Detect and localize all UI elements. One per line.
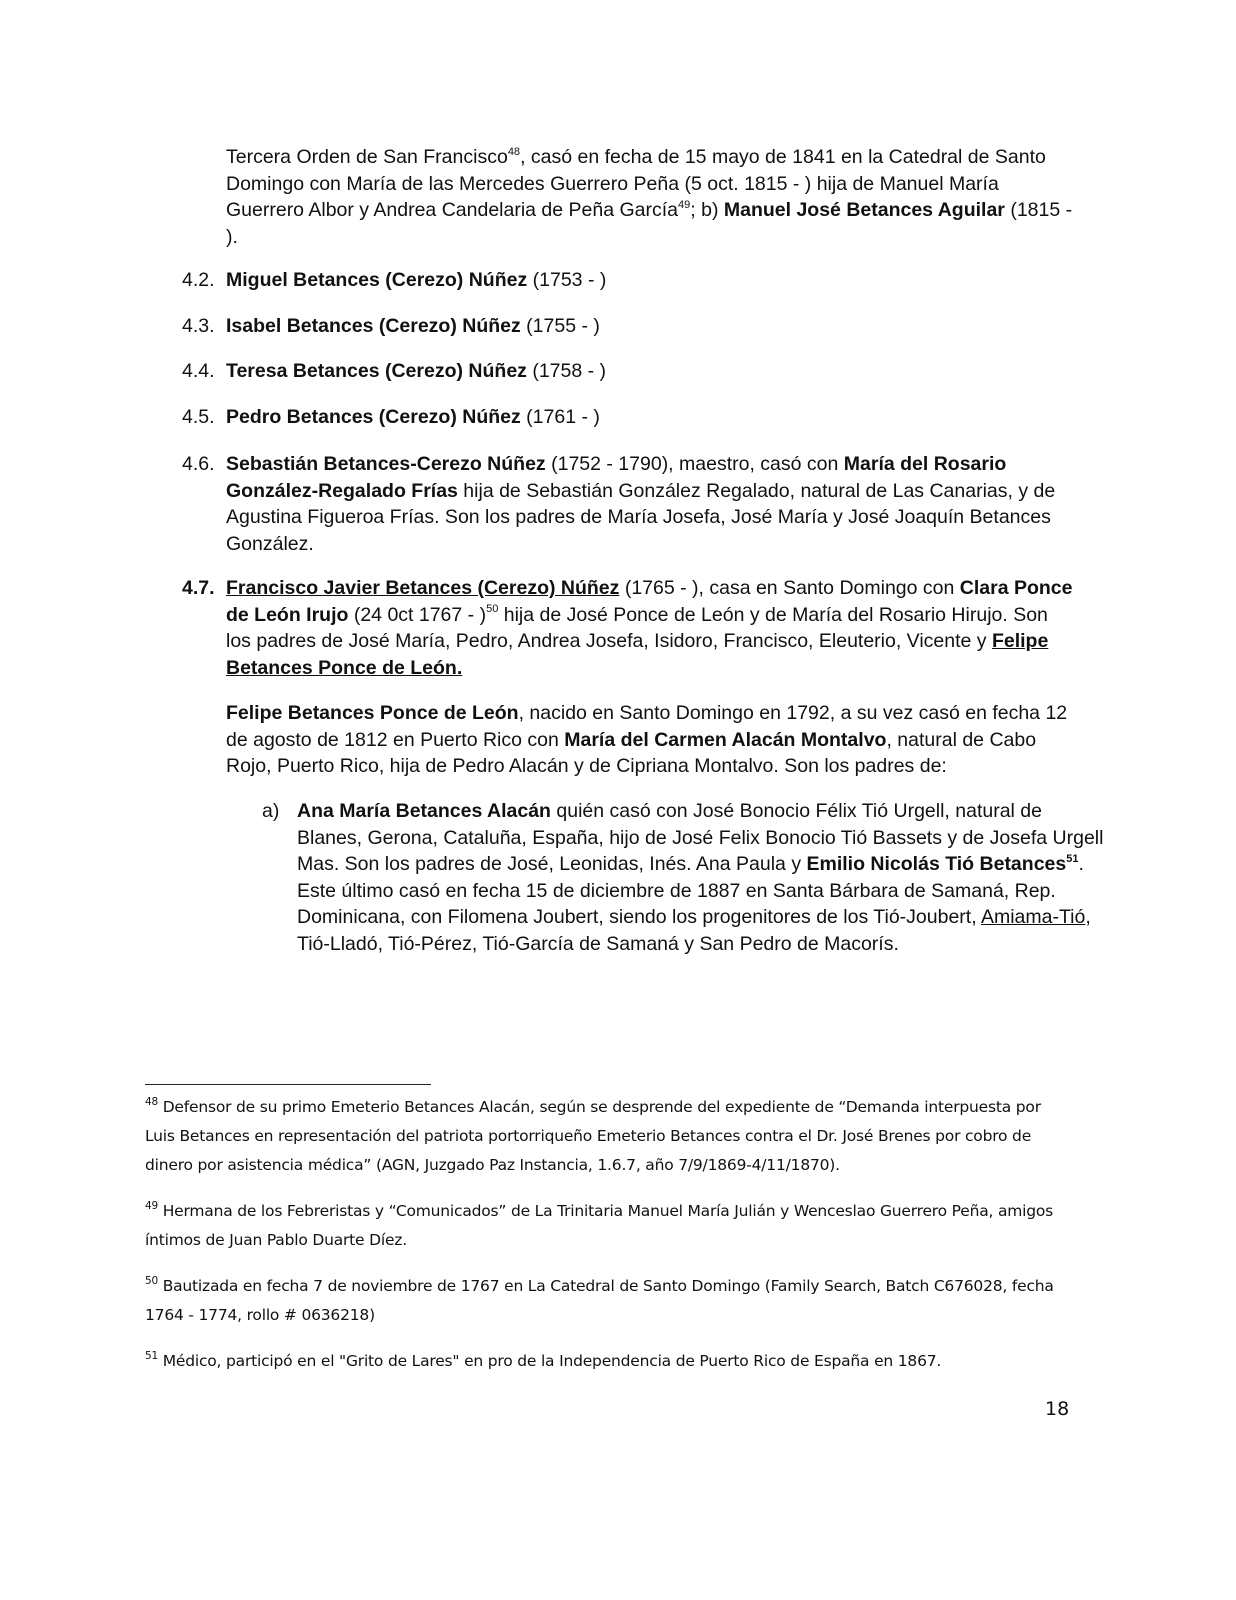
person-name: Emilio Nicolás Tió Betances xyxy=(806,853,1067,875)
item-number: 4.2. xyxy=(182,269,215,291)
page-number: 18 xyxy=(1045,1398,1070,1420)
text-span: (24 0ct 1767 - ) xyxy=(348,603,487,626)
text-span: (1765 - ), casa en Santo Domingo con xyxy=(619,577,960,599)
person-name: Isabel Betances (Cerezo) Núñez xyxy=(226,315,521,337)
footnote-ref[interactable]: 51 xyxy=(1066,852,1079,865)
list-item xyxy=(182,267,1126,294)
footnote-ref[interactable]: 49 xyxy=(678,198,691,211)
family-link[interactable]: Amiama-Tió xyxy=(980,906,1086,928)
person-name: Sebastián Betances-Cerezo Núñez xyxy=(226,453,546,475)
text-span: Tercera Orden de San Francisco xyxy=(226,146,508,168)
footnote xyxy=(145,1197,1075,1255)
footnote-number: 48 xyxy=(145,1095,158,1108)
text-span: (1752 - 1790), maestro, casó con xyxy=(545,453,844,475)
item-number: 4.5. xyxy=(182,406,215,428)
continuation-paragraph xyxy=(226,144,1076,250)
footnote xyxy=(145,1272,1075,1330)
item-number: 4.3. xyxy=(182,315,215,337)
item-letter: a) xyxy=(262,800,280,822)
list-item xyxy=(182,358,1126,385)
person-name: Felipe Betances Ponce de León xyxy=(226,702,519,724)
list-item-4-6 xyxy=(182,451,1076,557)
person-name: María del Rosario González-Regalado Frías xyxy=(226,453,1007,502)
person-name: Ana María Betances Alacán xyxy=(297,800,551,822)
item-dates: (1755 - ) xyxy=(520,315,600,337)
sub-list-item-a xyxy=(262,798,1107,957)
text-span: hija de Sebastián González Regalado, natural de Las Canarias, y de Agustina Figueroa Frías. Son los padres de María Josefa, José María y José Joaquín Betances González. xyxy=(226,479,1056,555)
person-name: Clara Ponce de León Irujo xyxy=(226,577,1073,626)
person-name: Manuel José Betances Aguilar xyxy=(723,199,1005,221)
list-item-4-7 xyxy=(182,575,1076,681)
footnote-separator xyxy=(145,1084,431,1085)
footnote xyxy=(145,1347,1075,1376)
footnote xyxy=(145,1093,1075,1180)
person-name: Miguel Betances (Cerezo) Núñez xyxy=(226,269,528,291)
footnote-number: 49 xyxy=(145,1199,158,1212)
footnote-text: Bautizada en fecha 7 de noviembre de 1767 en La Catedral de Santo Domingo (Family Search, Batch C676028, fecha 1764 - 1774, rollo # 0636218) xyxy=(145,1277,1054,1324)
footnote-number: 51 xyxy=(145,1349,158,1362)
footnote-text: Hermana de los Febreristas y “Comunicados” de La Trinitaria Manuel María Julián y Wenceslao Guerrero Peña, amigos íntimos de Juan Pablo Duarte Díez. xyxy=(145,1202,1054,1249)
person-name: María del Carmen Alacán Montalvo xyxy=(564,728,887,751)
item-dates: (1753 - ) xyxy=(527,269,607,291)
footnote-number: 50 xyxy=(145,1274,158,1287)
item-number: 4.7. xyxy=(182,577,215,599)
text-span: quién casó con José Bonocio Félix Tió Urgell, natural de Blanes, Gerona, Cataluña, España, hijo de José Felix Bonocio Tió Bassets y de Josefa Urgell Mas. Son los padres de José, Leonidas, Inés. Ana Paula y xyxy=(297,800,1104,875)
person-name: Pedro Betances (Cerezo) Núñez xyxy=(226,406,521,428)
felipe-paragraph xyxy=(226,700,1076,780)
text-span: ; b) xyxy=(690,199,724,221)
text-span: hija de José Ponce de León y de María del Rosario Hirujo. Son los padres de José María, Pedro, Andrea Josefa, Isidoro, Francisco, Eleuterio, Vicente y xyxy=(226,603,1048,652)
list-item xyxy=(182,404,1126,431)
item-number: 4.6. xyxy=(182,453,215,475)
text-span: . Este último casó en fecha 15 de diciembre de 1887 en Santa Bárbara de Samaná, Rep. Dominicana, con Filomena Joubert, siendo los progenitores de los Tió-Joubert, xyxy=(297,853,1084,928)
text-span: , Tió-Lladó, Tió-Pérez, Tió-García de Samaná y San Pedro de Macorís. xyxy=(297,906,1091,955)
text-span: , natural de Cabo Rojo, Puerto Rico, hija de Pedro Alacán y de Cipriana Montalvo. Son los padres de: xyxy=(226,728,1037,777)
text-span: (1815 - ). xyxy=(226,199,1073,248)
footnote-text: Defensor de su primo Emeterio Betances Alacán, según se desprende del expediente de “Demanda interpuesta por Luis Betances en representación del patriota portorriqueño Emeterio Betances contra el Dr. José Brenes por cobro de dinero por asistencia médica” (AGN, Juzgado Paz Instancia, 1.6.7, año 7/9/1869-4/11/1870). xyxy=(145,1098,1041,1174)
item-dates: (1758 - ) xyxy=(526,360,607,382)
item-number: 4.4. xyxy=(182,360,215,382)
text-span: , casó en fecha de 15 mayo de 1841 en la Catedral de Santo Domingo con María de las Mercedes Guerrero Peña (5 oct. 1815 - ) hija de Manuel María Guerrero Albor y Andrea Candelaria de Peña García xyxy=(226,146,1046,221)
person-name-link[interactable]: Felipe Betances Ponce de León. xyxy=(226,630,1049,679)
footnote-text: Médico, participó en el "Grito de Lares" en pro de la Independencia de Puerto Rico de España en 1867. xyxy=(157,1352,942,1370)
person-name: Teresa Betances (Cerezo) Núñez xyxy=(226,360,527,382)
person-name-link[interactable]: Francisco Javier Betances (Cerezo) Núñez xyxy=(226,577,620,599)
item-dates: (1761 - ) xyxy=(520,406,600,428)
footnote-ref[interactable]: 48 xyxy=(507,145,521,158)
footnote-ref[interactable]: 50 xyxy=(486,603,499,615)
text-span: , nacido en Santo Domingo en 1792, a su vez casó en fecha 12 de agosto de 1812 en Puerto Rico con xyxy=(226,702,1068,751)
list-item xyxy=(182,313,1126,340)
